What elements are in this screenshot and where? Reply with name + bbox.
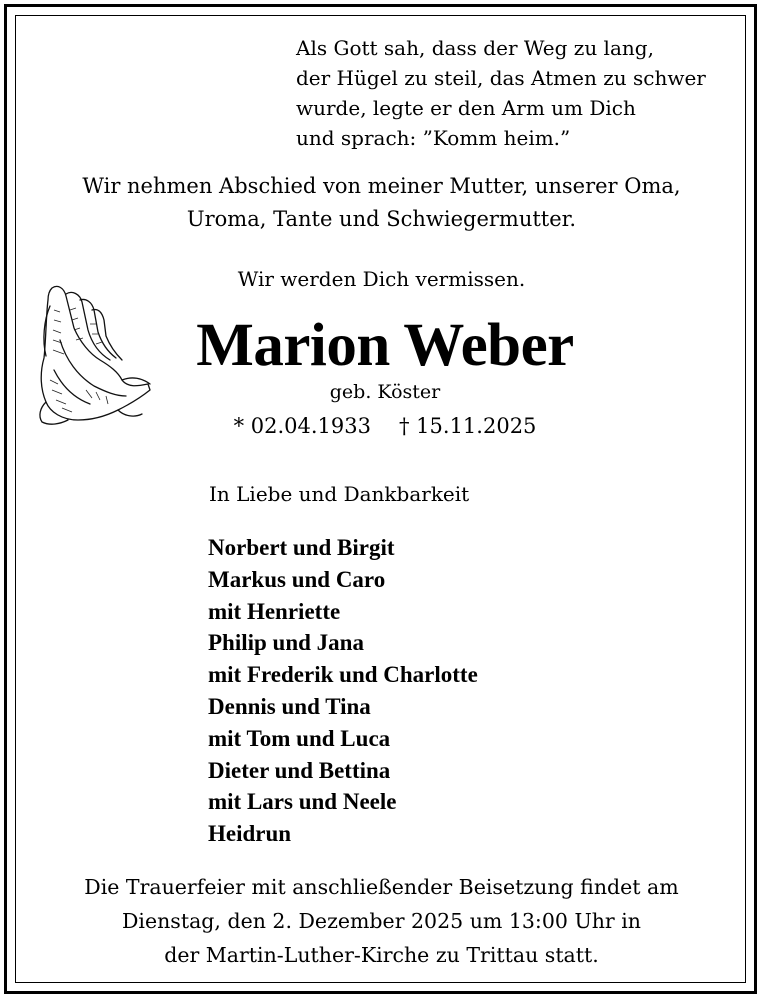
birth-date: * 02.04.1933	[233, 414, 371, 438]
thanks-line: In Liebe und Dankbarkeit	[209, 482, 470, 506]
farewell-intro	[0, 170, 763, 236]
life-dates	[160, 414, 610, 438]
deceased-name: Marion Weber	[196, 312, 574, 379]
service-info	[0, 870, 763, 972]
poem-line: und sprach: ”Komm heim.”	[296, 126, 571, 150]
mourner-entry: Philip und Jana	[208, 630, 364, 656]
poem-line: wurde, legte er den Arm um Dich	[296, 96, 636, 120]
service-line: Die Trauerfeier mit anschließender Beisetzung findet am	[84, 875, 679, 899]
mourner-entry: Dieter und Bettina	[208, 757, 391, 783]
praying-hands-icon	[30, 280, 155, 430]
poem-block	[296, 33, 706, 153]
mourner-entry: mit Lars und Neele	[208, 789, 397, 815]
poem-line: der Hügel zu steil, das Atmen zu schwer	[296, 66, 706, 90]
mourner-entry: Markus und Caro	[208, 566, 386, 592]
miss-you-line: Wir werden Dich vermissen.	[237, 267, 526, 291]
mourner-entry: mit Frederik und Charlotte	[208, 662, 478, 688]
death-date: † 15.11.2025	[399, 414, 537, 438]
mourner-entry: Dennis und Tina	[208, 693, 371, 719]
mourner-entry: mit Tom und Luca	[208, 725, 391, 751]
mourner-entry: mit Henriette	[208, 598, 341, 624]
intro-line: Wir nehmen Abschied von meiner Mutter, unserer Oma,	[82, 174, 681, 198]
service-line: der Martin-Luther-Kirche zu Trittau statt.	[164, 943, 599, 967]
maiden-name: geb. Köster	[329, 381, 441, 403]
intro-line: Uroma, Tante und Schwiegermutter.	[186, 207, 577, 231]
poem-line: Als Gott sah, dass der Weg zu lang,	[296, 36, 654, 60]
service-line: Dienstag, den 2. Dezember 2025 um 13:00 Uhr in	[121, 909, 642, 933]
mourner-entry: Heidrun	[208, 821, 292, 847]
mourners-list	[208, 532, 478, 850]
mourner-entry: Norbert und Birgit	[208, 535, 395, 560]
